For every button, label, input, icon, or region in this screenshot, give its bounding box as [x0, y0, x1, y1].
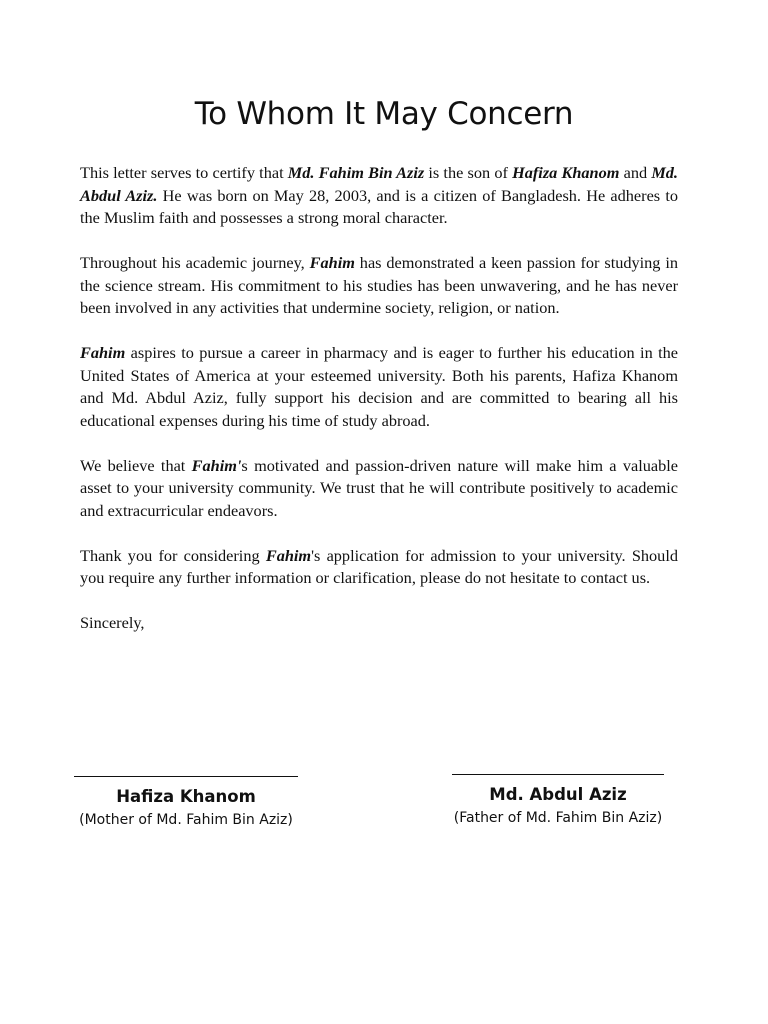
father-name: Md. Abdul Aziz.: [80, 163, 679, 205]
mother-name: Hafiza Khanom: [512, 163, 620, 182]
signature-line: [74, 762, 298, 777]
text-span: and: [619, 163, 652, 182]
signer-role: (Mother of Md. Fahim Bin Aziz): [79, 812, 293, 828]
text-span: aspires to pursue a career in pharmacy and is eager to further his education in the United States of America at your esteemed university. Both his parents, Hafiza Khanom and Md. Abdul Aziz, fully support his decision and are committed to bearing all his educational expenses during his time of study abroad.: [80, 343, 678, 430]
text-span: Thank you for considering: [80, 545, 266, 565]
student-name: Fahim: [265, 545, 312, 565]
student-name: Fahim: [309, 253, 355, 272]
signature-line: [452, 760, 664, 775]
paragraph-certification: [80, 162, 678, 230]
text-span: is the son of: [424, 163, 513, 182]
text-span: s motivated and passion-driven nature will make him a valuable asset to your university community. We trust that he will contribute positively to academic and extracurricular endeavors.: [80, 455, 678, 520]
student-name: Fahim: [80, 343, 126, 362]
student-full-name: Md. Fahim Bin Aziz: [287, 163, 425, 182]
signer-name: Md. Abdul Aziz: [489, 785, 627, 804]
paragraph-belief: [80, 455, 678, 523]
paragraph-aspiration: [80, 342, 678, 432]
signer-role: (Father of Md. Fahim Bin Aziz): [453, 810, 663, 826]
signature-block-mother: [74, 762, 298, 828]
student-name: Fahim': [191, 455, 242, 475]
signer-name: Hafiza Khanom: [116, 787, 256, 806]
text-span: We believe that: [80, 455, 192, 475]
paragraph-thanks: [80, 545, 678, 590]
letter-body: [80, 162, 678, 657]
page-title: To Whom It May Concern: [194, 96, 574, 132]
text-span: Throughout his academic journey,: [80, 253, 310, 272]
text-span: 's application for admission to your university. Should you require any further information or clarification, please do not hesitate to contact us.: [80, 545, 678, 587]
text-span: He was born on May 28, 2003, and is a citizen of Bangladesh. He adheres to the Muslim faith and possesses a strong moral character.: [80, 185, 678, 227]
text-span: This letter serves to certify that: [80, 163, 288, 182]
closing: Sincerely,: [80, 613, 145, 632]
paragraph-academic: [80, 252, 678, 320]
text-span: has demonstrated a keen passion for studying in the science stream. His commitment to his studies has been unwavering, and he has never been involved in any activities that undermine society, religion, or nation.: [80, 253, 678, 317]
signature-block-father: [452, 760, 664, 826]
